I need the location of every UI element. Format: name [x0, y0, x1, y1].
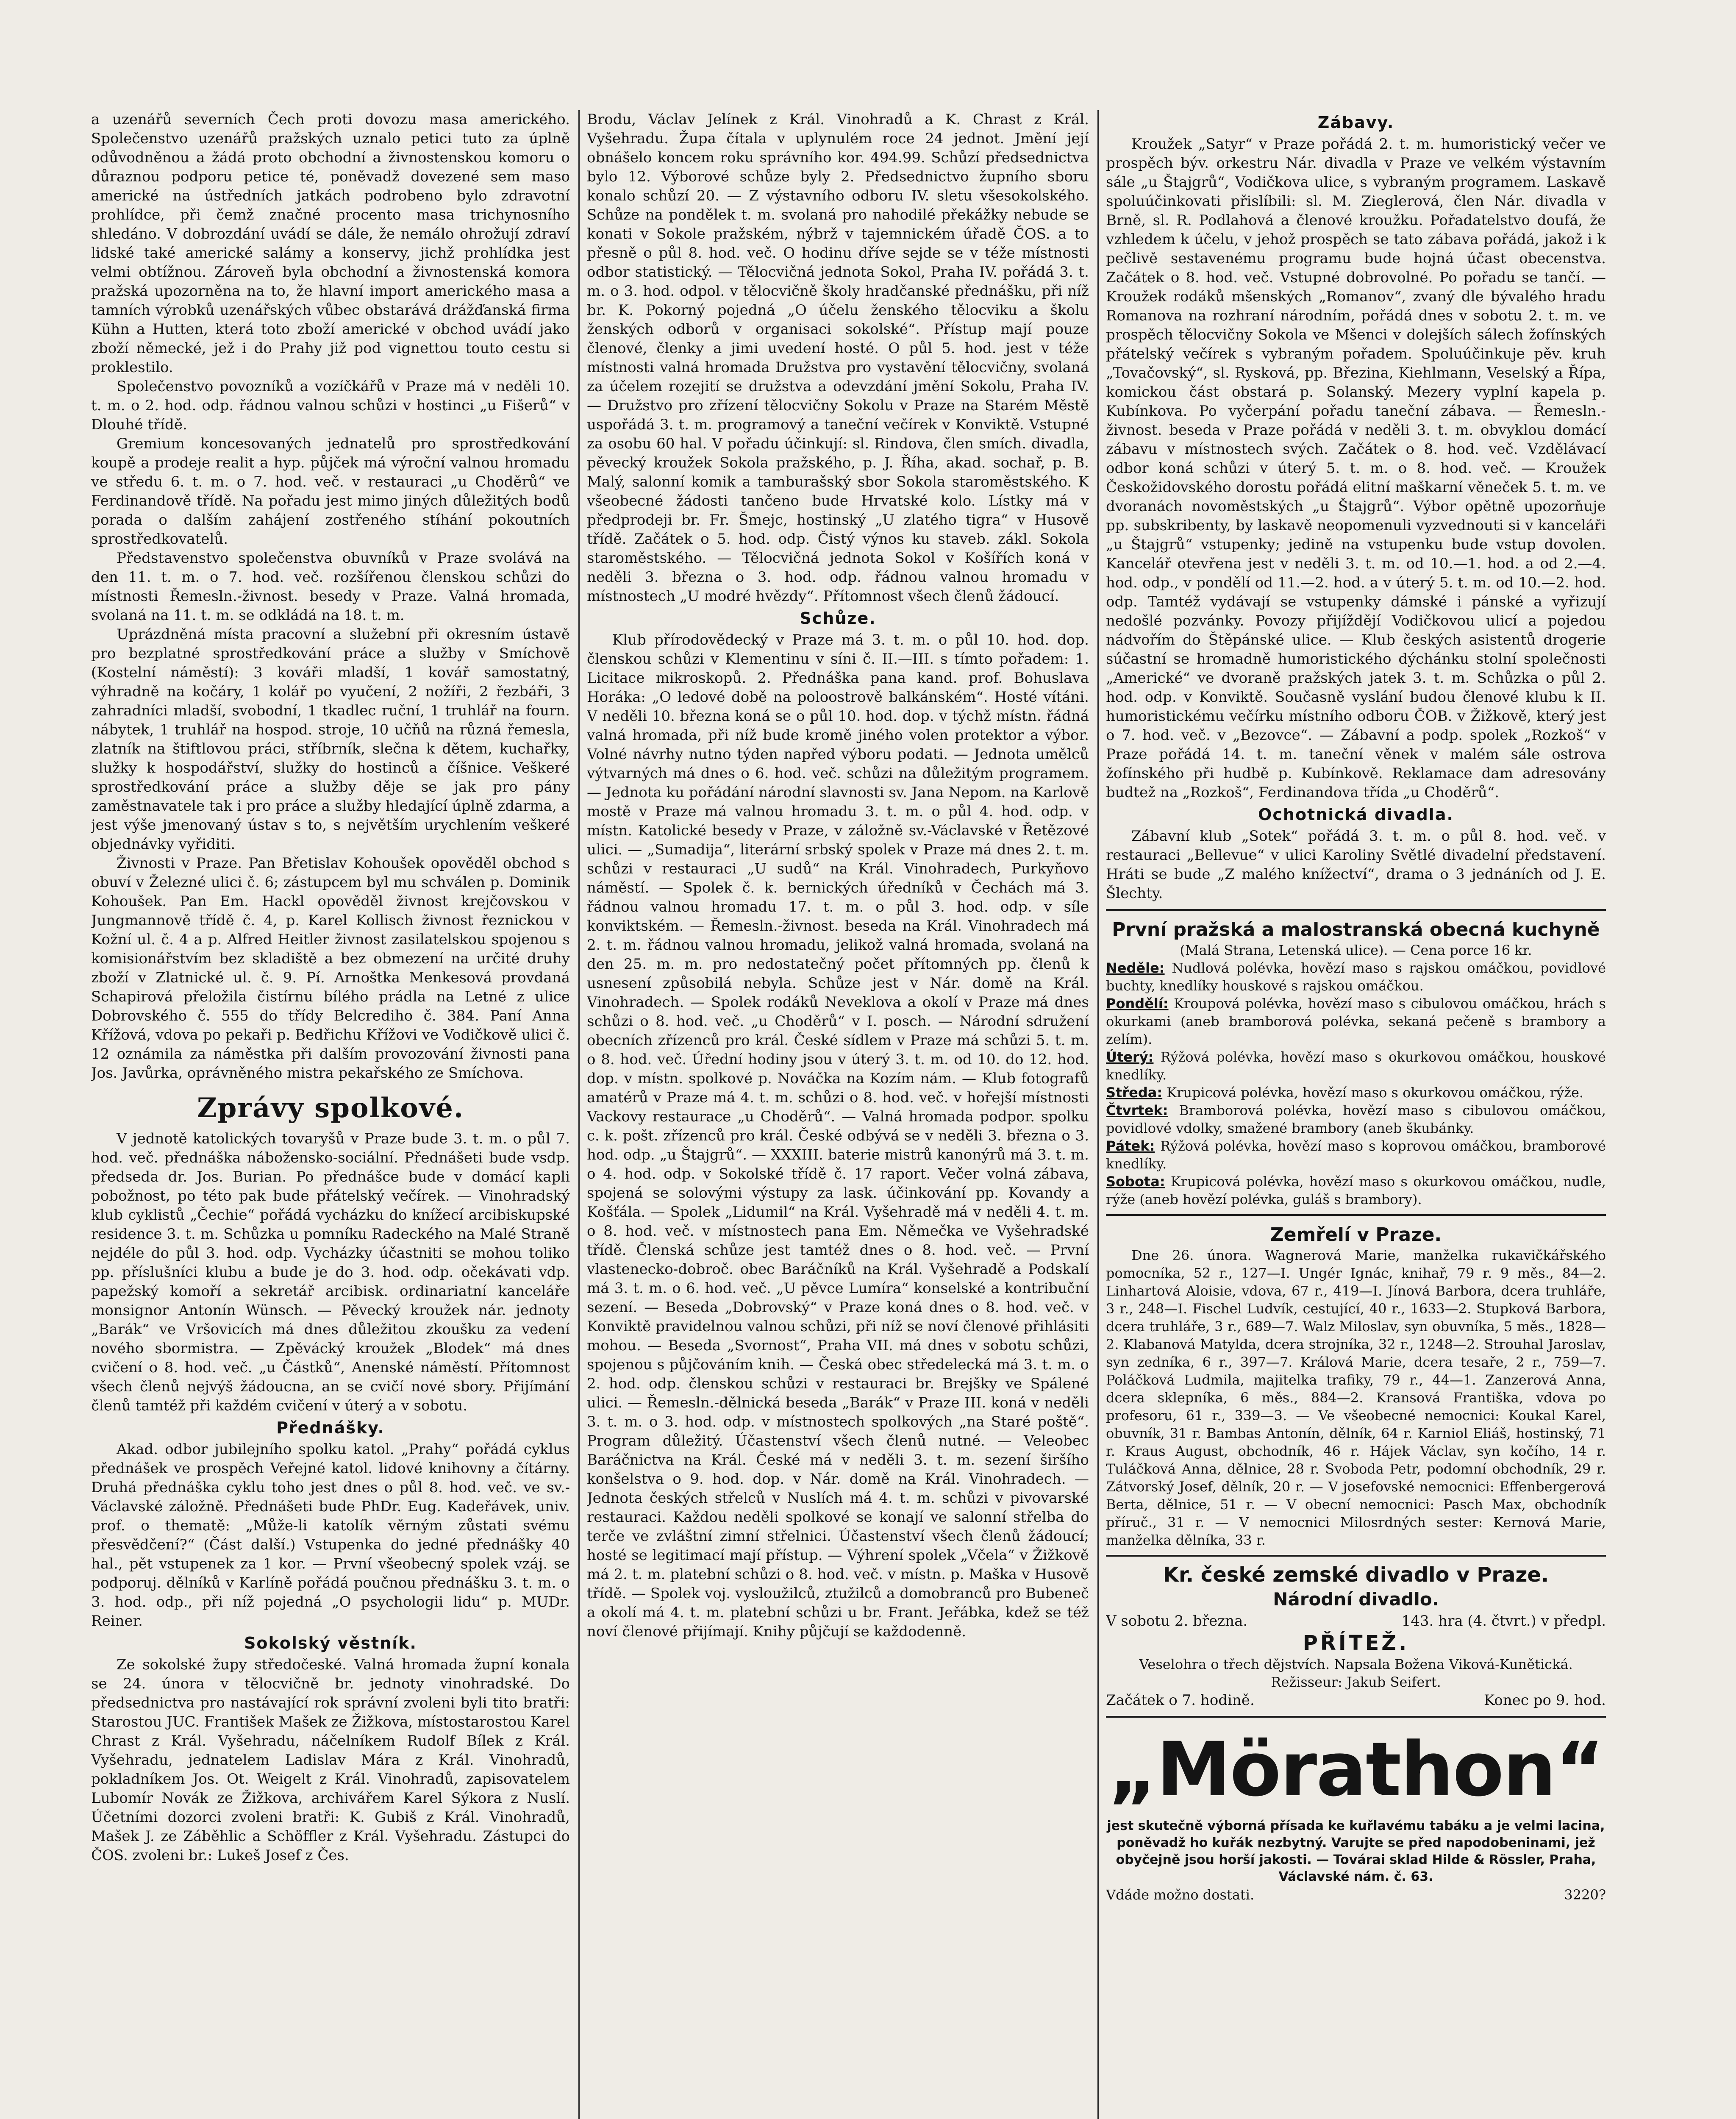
column-divider: [578, 110, 580, 2119]
section-heading-prednasky: Přednášky.: [276, 1418, 385, 1437]
advertisement-footer-right: 3220?: [1564, 1887, 1606, 1903]
article-paragraph: Klub přírodovědecký v Praze má 3. t. m. o půl 10. hod. dop. členskou schůzi v Klementinu v síni č. II.—III. s tímto pořadem: 1. Licitace mikroskopů. 2. Přednáška pana kand. prof. Bohuslava Horáka: „O ledové době na poloostrově balkánském“. Hosté vítáni. V neděli 10. března koná se o půl 10. hod. dop. v týchž místn. řádná valná hromada, při níž bude kromě jiného volen protektor a výbor. Volné návrhy nutno týden napřed výboru podati. — Jednota umělců výtvarných má dnes o 6. hod. več. schůzi na důležitým programem. — Jednota ku pořádání národní slavnosti sv. Jana Nepom. na Karlově mostě v Praze má valnou hromadu 3. t. m. o půl 4. hod. odp. v místn. Katolické besedy v Praze, v záložně sv.-Václavské v Řetězové ulici. — „Sumadija“, literární srbský spolek v Praze má dnes 2. t. m. schůzi v restauraci „U sudů“ na Král. Vinohradech, Purkyňovo náměstí. — Spolek č. k. bernických úředníků v Čechách má 3. řádnou valnou hromadu 17. t. m. o půl 3. hod. odp. v síle konviktském. — Řemesln.-živnost. beseda na Král. Vinohradech má 2. t. m. řádnou valnou hromadu, jelikož valná hromada, svolaná na den 25. m. m. pro nedostatečný počet přítomných pp. členů k usnesení způsobilá nebyla. Schůze jest v Nár. domě na Král. Vinohradech. — Spolek rodáků Neveklova a okolí v Praze má dnes schůzi o 8. hod. več. „u Choděrů“ v I. posch. — Národní sdružení obecních zřízenců pro král. České sídlem v Praze má schůzi 5. t. m. o 8. hod. več. Úřední hodiny jsou v úterý 3. t. m. od 10. do 12. hod. dop. v místn. spolkové p. Nováčka na Kozím nám. — Klub fotografů amatérů v Praze má 4. t. m. schůzi o 8. hod. več. v hořejší místnosti Vackovy restaurace „u Choděrů“. — Valná hromada podpor. spolku c. k. pošt. zřízenců pro král. České odbývá se v neděli 3. března o 3. hod. odp. „u Štajgrů“. — XXXIII. baterie mistrů kanonýrů má 3. t. m. o 4. hod. odp. v Sokolské třídě č. 17 raport. Večer volná zábava, spojená se solovými výstupy za lask. účinkování pp. Kovandy a Košťála. — Spolek „Lidumil“ na Král. Vyšehradě má v neděli 4. t. m. o 8. hod. več. v místnostech pana Em. Němečka ve Vyšehradské třídě. Členská schůze jest tamtéž dnes o 8. hod. več. — První vlastenecko-dobroč. obec Baráčníků na Král. Vyšehradě a Podskalí má 3. t. m. o 6. hod. več. „U pěvce Lumíra“ konselské a kontribuční sezení. — Beseda „Dobrovský“ v Praze koná dnes o 8. hod. več. v Konviktě pravidelnou valnou schůzi, při níž se noví členové přihlásiti mohou. — Beseda „Svornost“, Praha VII. má dnes v sobotu schůzi, spojenou s půjčováním knih. — Česká obec středelecká má 3. t. m. o 2. hod. odp. členskou schůzi v restauraci br. Brejšky ve Spálené ulici. — Řemesln.-dělnická beseda „Barák“ v Praze III. koná v neděli 3. t. m. o 3. hod. odp. v místnostech spolkových „na Staré poště“. Program důležitý. Účastenství všech členů nutné. — Veleobec Baráčnictva na Král. České má v neděli 3. t. m. sezení širšího konšelstva o 9. hod. dop. v Nár. domě na Král. Vinohradech. — Jednota českých střelců v Nuslích má 4. t. m. schůzi v pivovarské restauraci. Každou neděli spolkové se konají ve salonní střelba do terče ve zvláštní zimní střelnici. Účastenství všech členů žádoucí; hosté se legitimací mají přístup. — Výhrení spolek „Včela“ v Žižkově má 2. t. m. platební schůzi o 8. hod. več. v místn. p. Maška v Husově třídě. — Spolek voj. vysloužilců, ztužilců a domobranců pro Bubeneč a okolí má 4. t. m. platební schůzi u br. Frant. Jeřábka, kdež se též noví členové přijímají. Knihy půjčují se každodenně.: [587, 631, 1089, 1640]
article-paragraph: Živnosti v Praze. Pan Břetislav Kohoušek opověděl obchod s obuví v Železné ulici č. 6; zástupcem byl mu schválen p. Dominik Kohoušek. Pan Em. Hackl opověděl živnost krejčovskou v Jungmannově třídě č. 4, p. Karel Kollisch živnost řeznickou v Kožní ul. č. 4 a p. Alfred Heitler živnost zasilatelskou spojenou s komisionářstvím bez skladiště a bez obmezení na určité druhy zboží v Zlatnické ul. č. 9. Pí. Arnoštka Menkesová provdaná Schapirová přeložila čistírnu bílého prádla na Letné z ulice Dobrovského č. 555 do třídy Belcrediho č. 384. Paní Anna Křížová, vdova po pekaři p. Bedřichu Křížovi ve Vodičkově ulici č. 12 oznámila za náměstka při dalším provozování živnosti pana Jos. Javůrka, oprávněného mistra pekařského ze Smíchova.: [91, 855, 570, 1082]
article-paragraph: Gremium koncesovaných jednatelů pro sprostředkování koupě a prodeje realit a hyp. půjček má výroční valnou hromadu ve středu 6. t. m. o 7. hod. več. v restauraci „u Choděrů“ ve Ferdinandově třídě. Na pořadu jest mimo jiných důležitých bodů porada o dalším zahájení zostřeného stíhání pokoutních sprostředkovatelů.: [91, 435, 570, 548]
divider: [1106, 1555, 1606, 1557]
menu-day-label: Sobota:: [1106, 1174, 1165, 1190]
divider: [1106, 909, 1606, 911]
menu-day-label: Pátek:: [1106, 1138, 1155, 1154]
menu-day-text: Rýžová polévka, hovězí maso s okurkovou omáčkou, houskové knedlíky.: [1106, 1049, 1606, 1083]
section-heading-schuze: Schůze.: [800, 609, 876, 628]
divider: [1106, 1716, 1606, 1718]
advertisement-brand: „Mörathon“: [1108, 1726, 1604, 1813]
menu-day-row: [1106, 1173, 1606, 1208]
theatre-subtitle: Národní divadlo.: [1273, 1589, 1439, 1610]
kitchen-subtitle: (Malá Strana, Letenská ulice). — Cena porce 16 kr.: [1180, 942, 1532, 958]
obituary-list: Dne 26. února. Wagnerová Marie, manželka rukavičkářského pomocníka, 52 r., 127—I. Ungér Ignác, knihař, 79 r. 9 měs., 84—2. Linhartová Aloisie, vdova, 67 r., 419—I. Jínová Barbora, dcera truhláře, 3 r., 248—I. Fischel Ludvík, cestující, 40 r., 1633—2. Stupková Barbora, dcera truhláře, 3 r., 689—7. Walz Miloslav, syn obuvníka, 5 měs., 1828—2. Klabanová Matylda, dcera strojníka, 32 r., 1248—2. Strouhal Jaroslav, syn zedníka, 6 r., 397—7. Králová Marie, dcera tesaře, 2 r., 759—7. Poláčková Ludmila, majitelka trafiky, 79 r., 44—1. Zanzerová Anna, dcera sklepníka, 6 měs., 884—2. Kransová Františka, vdova po profesoru, 61 r., 339—3. — Ve všeobecné nemocnici: Koukal Karel, obuvník, 31 r. Bambas Antonín, dělník, 64 r. Karniol Eliáš, hostinský, 71 r. Kraus August, obchodník, 46 r. Hájek Václav, syn kočího, 14 r. Tuláčková Anna, dělnice, 28 r. Svoboda Petr, podomní obchodník, 29 r. Zátvorský Josef, dělník, 20 r. — V josefovské nemocnici: Effenbergerová Berta, dělnice, 51 r. — V obecní nemocnici: Pasch Max, obchodník příruč., 31 r. — V nemocnici Milosrdných sester: Kernová Marie, manželka dělníka, 33 r.: [1106, 1247, 1606, 1548]
menu-day-text: Krupicová polévka, hovězí maso s okurkovou omáčkou, rýže.: [1167, 1085, 1584, 1101]
menu-day-row: [1106, 1137, 1606, 1173]
menu-day-row: [1106, 959, 1606, 995]
menu-day-row: [1106, 1084, 1606, 1101]
play-description: Veselohra o třech dějstvích. Napsala Božena Viková-Kunětická. Režisseur: Jakub Seifert.: [1139, 1656, 1573, 1690]
section-heading-zemreli: Zemřelí v Praze.: [1270, 1224, 1442, 1246]
theatre-date: V sobotu 2. března.: [1106, 1613, 1248, 1630]
advertisement-text: jest skutečně výborná přísada ke kuřlavému tabáku a je velmi lacina, poněvadž ho kuřák nezbytný. Varujte se před napodobeninami, jež obyčejně jsou horší jakosti. — Továrai sklad Hilde & Rössler, Praha, Václavské nám. č. 63.: [1107, 1819, 1605, 1884]
menu-day-text: Bramborová polévka, hovězí maso s cibulovou omáčkou, povidlové vdolky, smažené brambory (aneb škubánky.: [1106, 1102, 1606, 1136]
menu-day-row: [1106, 995, 1606, 1048]
menu-day-row: [1106, 1101, 1606, 1137]
section-heading-zpravy: Zprávy spolkové.: [197, 1092, 464, 1124]
column-divider: [1097, 110, 1099, 2119]
menu-day-label: Středa:: [1106, 1085, 1163, 1101]
advertisement-footer-left: Vdáde možno dostati.: [1106, 1887, 1255, 1903]
play-title: PŘÍTEŽ.: [1303, 1631, 1409, 1655]
article-paragraph: Kroužek „Satyr“ v Praze pořádá 2. t. m. humoristický večer ve prospěch býv. orkestru Nár. divadla v Praze ve velkém výstavním sále „u Štajgrů“, Vodičkova ulice, s vybraným programem. Laskavě spoluúčinkovati přislíbili: sl. M. Zieglerová, člen Nár. divadla v Brně, sl. R. Podlahová a členové kroužku. Pořadatelstvo doufá, že vzhledem k účelu, v jehož prospěch se tato zábava pořádá, jakož i k pečlivě sestavenému programu bude hojná účast obecenstva. Začátek o 8. hod. več. Vstupné dobrovolné. Po pořadu se tančí. — Kroužek rodáků mšenských „Romanov“, zvaný dle bývalého hradu Romanova na rozhraní národním, pořádá dnes v sobotu 2. t. m. ve prospěch tělocvičny Sokola ve Mšenci v dolejších sálech žofínských přátelský večírek s vybraným pořadem. Spoluúčinkuje pěv. kruh „Tovačovský“, sl. Rysková, pp. Březina, Kiehlmann, Veselský a Řípa, komickou část obstará p. Solanský. Mezery vyplní kapela p. Kubínkova. Po vyčerpání pořadu taneční zábava. — Řemesln.-živnost. beseda v Praze pořádá v neděli 3. t. m. obvyklou domácí zábavu v místnostech svých. Začátek o 8. hod. več. Vzdělávací odbor koná schůzi v úterý 5. t. m. o 8. hod. več. — Kroužek Českožidovského dorostu pořádá elitní maškarní věneček 5. t. m. ve dvoranách novoměstských „u Štajgrů“. Výbor opětně upozorňuje pp. subskribenty, by laskavě neopomenuli vyzvednouti si v kanceláři „u Štajgrů“ vstupenky; jedině na vstupenku bude vstup dovolen. Kancelář otevřena jest v neděli 3. t. m. od 10.—1. hod. a od 2.—4. hod. odp., v pondělí od 11.—2. hod. a v úterý 5. t. m. od 10.—2. hod. odp. Tamtéž vydávají se vstupenky dámské i pánské a vyřizují nedošlé pozvánky. Povozy přijíždějí Vodičkovou ulicí a pojedou nádvořím do Štěpánské ulice. — Klub českých asistentů drogerie súčastní se hromadně humoristického dýchánku stolní společnosti „Americké“ ve dvoraně pražských jatek 3. t. m. Schůzka o půl 2. hod. odp. v Konviktě. Současně vyslání budou členové klubu k II. humoristickému večírku místního odboru ČOB. v Žižkově, který jest o 7. hod. več. v „Bezovce“. — Zábavní a podp. spolek „Rozkoš“ v Praze pořádá 14. t. m. taneční věnek v malém sále ostrova žofínského při hudbě p. Kubínkově. Reklamace dam adresovány budtež na „Rozkoš“, Ferdinandova třída „u Choděrů“.: [1106, 136, 1606, 801]
article-paragraph: Brodu, Václav Jelínek z Král. Vinohradů a K. Chrast z Král. Vyšehradu. Župa čítala v uplynulém roce 24 jednot. Jmění její obnášelo koncem roku správního kor. 494.99. Schůzí předsednictva bylo 12. Výborové schůze byly 2. Předsednictvo župního sboru konalo schůzí 20. — Z výstavního odboru IV. sletu všesokolského. Schůze na pondělek t. m. svolaná pro nahodilé překážky nebude se konati v Sokole pražském, nýbrž v tajemnickém úřadě ČOS. a to přesně o půl 8. hod. več. O hodinu dříve sejde se v téže místnosti odbor statistický. — Tělocvičná jednota Sokol, Praha IV. pořádá 3. t. m. o 3. hod. odpol. v tělocvičně školy hradčanské přednášku, při níž br. K. Pokorný pojedná „O účelu ženského tělocviku a školu ženských odborů v organisaci sokolské“. Přístup mají pouze členové, členky a jimi uvedení hosté. O půl 5. hod. jest v téže místnosti valná hromada Družstva pro vystavění tělocvičny, svolaná za účelem rozejití se družstva a odevzdání jmění Sokolu, Praha IV. — Družstvo pro zřízení tělocvičny Sokolu v Praze na Starém Městě uspořádá 3. t. m. programový a taneční večírek v Konviktě. Vstupné za osobu 60 hal. V pořadu účinkují: sl. Rindova, člen smích. divadla, pěvecký kroužek Sokola pražského, p. J. Říha, akad. sochař, p. B. Malý, salonní komik a tamburašský sbor Sokola staroměstského. K všeobecné žádosti tančeno bude Hrvatské kolo. Lístky má v předprodeji br. Fr. Šmejc, hostinský „U zlatého tigra“ v Husově třídě. Začátek o 5. hod. odp. Čistý výnos ku staveb. zákl. Sokola staroměstského. — Tělocvičná jednota Sokol v Košířích koná v neděli 3. března o 3. hod. odp. řádnou valnou hromadu v místnostech „U modré hvězdy“. Přítomnost všech členů žádoucí.: [587, 111, 1089, 605]
article-paragraph: Ze sokolské župy středočeské. Valná hromada župní konala se 24. února v tělocvičně br. jednoty vinohradské. Do předsednictva pro nastávající rok správní zvoleni byli tito bratři: Starostou JUC. František Mašek ze Žižkova, místostarostou Karel Chrast z Král. Vyšehradu, náčelníkem Rudolf Bílek z Král. Vyšehradu, jednatelem Ladislav Mára z Král. Vinohradů, pokladníkem Jos. Ot. Weigelt z Král. Vinohradů, zapisovatelem Lubomír Novák ze Žižkova, archivářem Karel Sýkora z Nuslí. Účetními dozorci zvoleni bratři: K. Gubiš z Král. Vinohradů, Mašek J. ze Záběhlic a Schöffler z Král. Vyšehradu. Zástupci do ČOS. zvoleni br.: Lukeš Josef z Čes.: [91, 1656, 570, 1864]
article-paragraph: Uprázdněná místa pracovní a služební při okresním ústavě pro bezplatné sprostředkování práce a služby v Smíchově (Kostelní náměstí): 3 kováři mladší, 1 kovář samostatný, výhradně na kočáry, 1 kolář po vyučení, 2 nožíři, 2 řezbáři, 3 zahradníci mladší, svobodní, 1 tkadlec ruční, 1 truhlář na fourn. nábytek, 1 truhlář na hospod. stroje, 10 učňů na různá řemesla, zlatník na štiftlovou práci, stříbrník, slečna k dětem, kuchařky, služky k hospodářství, služky do hostinců a číšnice. Veškeré sprostředkování práce a služby děje se jak pro pány zaměstnavatele tak i pro práce a služby hledající úplně zdarma, a jest výše jmenovaný ústav s to, s největším urychlením veškeré objednávky vyřiditi.: [91, 626, 570, 853]
menu-day-text: Kroupová polévka, hovězí maso s cibulovou omáčkou, hrách s okurkami (aneb bramborová polévka, sekaná pečeně s brambory a zelím).: [1106, 996, 1606, 1047]
article-paragraph: a uzenářů severních Čech proti dovozu masa amerického. Společenstvo uzenářů pražských uznalo petici tuto za úplně odůvodněnou a žádá proto obchodní a živnostenskou komoru o důraznou podporu petice té, poněvadž dovezené sem maso americké na ústředních jatkách podrobeno bylo zdravotní prohlídce, při čemž značné procento masa trichynosního shledáno. V dobrozdání uvádí se dále, že nemálo ohrožují zdraví lidské také americké salámy a konservy, jichž prohlídka jest velmi obtížnou. Zároveň byla obchodní a živnostenská komora pražská upozorněna na to, že hlavní import amerického masa a tamních výrobků uzenářských vůbec obstarává drážďanská firma Kühn a Hutten, která toto zboží americké v obchod uvádí jako zboží německé, jež i do Prahy již pod vignettou touto cestu si proklestilo.: [91, 111, 570, 376]
column-middle: [587, 110, 1089, 2119]
menu-day-label: Úterý:: [1106, 1049, 1154, 1065]
theatre-title: Kr. české zemské divadlo v Praze.: [1163, 1563, 1549, 1587]
section-heading-zabavy: Zábavy.: [1317, 113, 1394, 132]
article-paragraph: Zábavní klub „Sotek“ pořádá 3. t. m. o půl 8. hod. več. v restauraci „Bellevue“ v ulici Karoliny Světlé divadelní představení. Hráti se bude „Z malého knížectví“, drama o 3 jednáních od J. E. Šlechty.: [1106, 828, 1606, 902]
menu-day-label: Neděle:: [1106, 960, 1165, 976]
menu-day-text: Nudlová polévka, hovězí maso s rajskou omáčkou, povidlové buchty, knedlíky houskové s rajskou omáčkou.: [1106, 960, 1606, 994]
menu-day-label: Pondělí:: [1106, 996, 1169, 1012]
play-end: Konec po 9. hod.: [1483, 1692, 1606, 1709]
advertisement-footer: [1106, 1885, 1606, 1905]
theatre-subscription: 143. hra (4. čtvrt.) v předpl.: [1401, 1613, 1606, 1630]
column-right: [1106, 110, 1606, 2119]
menu-day-row: [1106, 1048, 1606, 1084]
column-left: [91, 110, 570, 2119]
divider: [1106, 1214, 1606, 1216]
article-paragraph: V jednotě katolických tovaryšů v Praze bude 3. t. m. o půl 7. hod. več. přednáška náboženskо-sociální. Přednášeti bude vsdp. předseda dr. Jos. Burian. Po přednášce bude v domácí kapli pobožnost, po této pak bude přátelský večírek. — Vinohradský klub cyklistů „Čechie“ pořádá vycházku do knížecí arcibiskupské residence 3. t. m. Schůzka u pomníku Radeckého na Malé Straně nejdéle do půl 3. hod. odp. Vycházky účastniti se mohou toliko pp. příslušníci klubu a bude je do 3. hod. odp. očekávati vdp. papežský komoří a sekretář arcibisk. ordinariatní kanceláře monsignor Antonín Wünsch. — Pěvecký kroužek nár. jednoty „Barák“ ve Vršovicích má dnes důležitou zkoušku za vedení nového sbormistra. — Zpěvácký kroužek „Blodek“ má dnes cvičení o 8. hod. več. „u Částků“, Anenské náměstí. Přítomnost všech členů nejvýš žádoucna, an se cvičí nové sbory. Přijímání členů tamtéž při každém cvičení v úterý a v sobotu.: [91, 1130, 570, 1414]
play-start: Začátek o 7. hodině.: [1106, 1692, 1255, 1709]
theatre-date-row: [1106, 1612, 1606, 1631]
article-paragraph: Akad. odbor jubilejního spolku katol. „Prahy“ pořádá cyklus přednášek ve prospěch Veřejné katol. lidové knihovny a čítárny. Druhá přednáška cyklu toho jest dnes o půl 8. hod. več. ve sv.-Václavské záložně. Přednášeti bude PhDr. Eug. Kadeřávek, univ. prof. o thematě: „Může-li katolík věrným zůstati svému přesvědčení?“ (Část další.) Vstupenka do jedné přednášky 40 hal., pět vstupenek za 1 kor. — První všeobecný spolek vzáj. se podporuj. dělníků v Karlíně pořádá poučnou přednášku 3. t. m. o 3. hod. odp., při níž pojedná „O psychologii lidu“ p. MUDr. Reiner.: [91, 1441, 570, 1630]
kitchen-title: První pražská a malostranská obecná kuchyně: [1112, 919, 1600, 940]
menu-day-text: Rýžová polévka, hovězí maso s koprovou omáčkou, bramborové knedlíky.: [1106, 1138, 1606, 1172]
article-paragraph: Společenstvo povozníků a vozíčkářů v Praze má v neděli 10. t. m. o 2. hod. odp. řádnou valnou schůzi v hostinci „u Fišerů“ v Dlouhé třídě.: [91, 378, 570, 433]
menu-day-label: Čtvrtek:: [1106, 1102, 1168, 1118]
menu-day-text: Krupicová polévka, hovězí maso s okurkovou omáčkou, nudle, rýže (aneb hovězí polévka, guláš s brambory).: [1106, 1174, 1606, 1207]
section-heading-sokol: Sokolský věstník.: [244, 1634, 417, 1652]
kitchen-menu: [1106, 959, 1606, 1208]
play-times-row: [1106, 1691, 1606, 1710]
section-heading-ochotnicka: Ochotnická divadla.: [1258, 805, 1454, 824]
article-paragraph: Představenstvo společenstva obuvníků v Praze svolává na den 11. t. m. o 7. hod. več. rozšířenou členskou schůzi do místnosti Řemesln.-živnost. besedy v Praze. Valná hromada, svolaná na 11. t. m. se odkládá na 18. t. m.: [91, 550, 570, 624]
